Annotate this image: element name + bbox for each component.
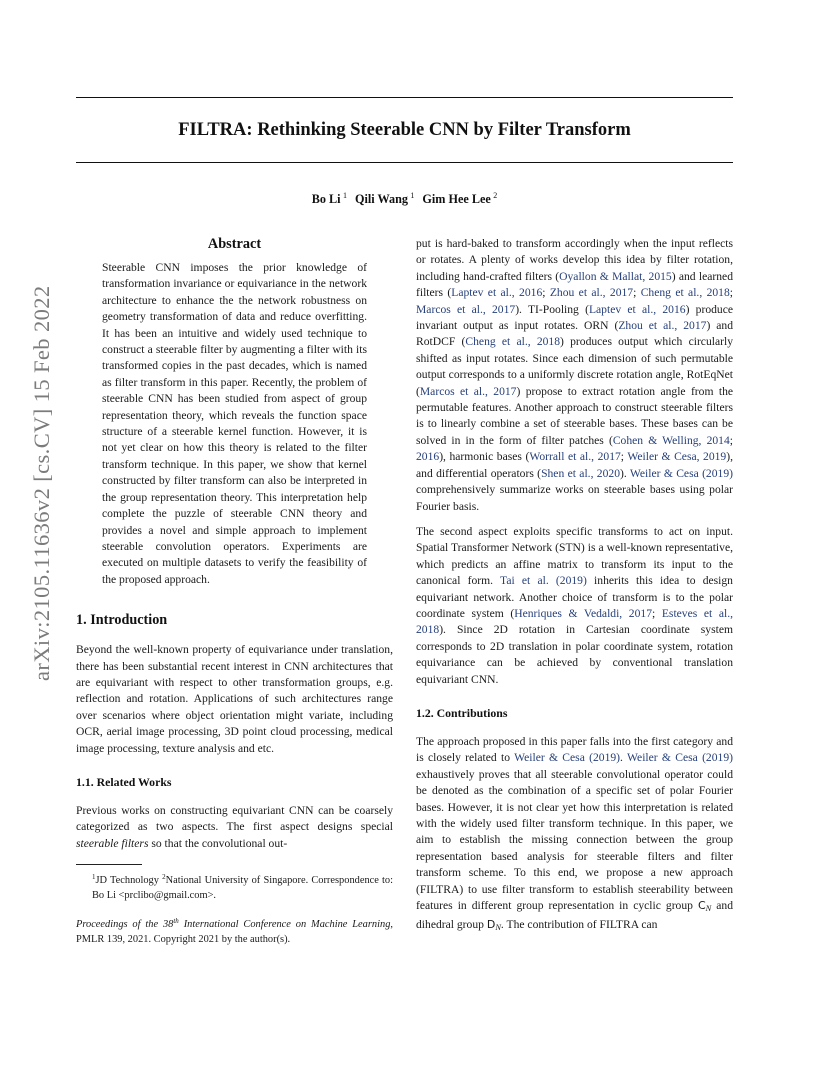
group-subscript: N bbox=[495, 923, 501, 933]
author-name: Qili Wang bbox=[355, 192, 408, 206]
cyclic-group-symbol: C bbox=[697, 899, 706, 913]
footnote-mark: 2 bbox=[162, 873, 166, 882]
citation-link[interactable]: Oyallon & Mallat, 2015 bbox=[559, 269, 672, 283]
citation-link[interactable]: Henriques & Vedaldi, 2017 bbox=[514, 606, 652, 620]
affiliation-2: National University of Singapore. Correspondence to: Bo Li <prclibo@gmail.com>. bbox=[92, 875, 394, 902]
intro-heading: 1. Introduction bbox=[76, 612, 168, 629]
text-run: Previous works on constructing equivariant CNN can be coarsely categorized as two aspects. The first aspect designs special bbox=[76, 803, 393, 834]
citation-link[interactable]: Weiler & Cesa (2019) bbox=[627, 751, 733, 765]
contributions-paragraph bbox=[416, 734, 733, 937]
affiliation-footnote bbox=[76, 870, 393, 903]
text-run: . bbox=[620, 751, 628, 765]
text-run: ) and learned filters ( bbox=[416, 269, 734, 300]
citation-link[interactable]: Weiler & Cesa (2019) bbox=[514, 751, 621, 765]
text-run: ) propose to extract rotation angle from the permutable features. Another approach to construct steerable filters is to linearly combine a set of steerable bases. These bases can be solved in in the form of filter patches ( bbox=[416, 384, 734, 447]
text-run: ), harmonic bases ( bbox=[439, 450, 530, 464]
text-run: ) produces output which circularly shifted as input rotates. Since each dimension of such permutable output corresponds to a uniformly discrete rotation angle, RotEqNet ( bbox=[416, 335, 733, 398]
second-aspect-paragraph: The second aspect exploits specific transforms to act on input. Spatial Transformer Network (STN) is a well-known representative, which predicts an affine matrix to transform its input to the canonical form. Tai et al. (2019) inherits this idea to design equivariant network. Another choice of transform is to the polar coordinate system (Henriques & Vedaldi, 2017; Esteves et al., 2018). Since 2D rotation in Cartesian coordinate system corresponds to 2D translation in polar coordinate system, rotation equivariance can be achieved by conventional translation equivariant CNN. bbox=[416, 524, 734, 686]
text-run: ). TI-Pooling ( bbox=[515, 302, 589, 316]
text-run: The second aspect exploits specific transforms to act on input. Spatial Transformer Network (STN) is a well-known representative, which predicts an affine matrix to transform its input to the canonical form. bbox=[416, 524, 733, 588]
text-run: exhaustively proves that all steerable convolutional operator could be denoted as the combination of a specific set of polar Fourier bases. However, it is not clear yet how this interpretation is related with the widely used filter transform technique. In this paper, we aim to establish the missing connection between the group representation based analysis for steerable filters and filter transform scheme. To this end, we propose a new approach (FILTRA) to use filter transform to establish steerability between features in different group representation in cyclic group bbox=[416, 767, 733, 913]
citation-link[interactable]: Laptev et al., 2016 bbox=[588, 302, 686, 316]
citation-link[interactable]: Cheng et al., 2018 bbox=[465, 335, 561, 349]
text-run: comprehensively summarize works on steerable bases using polar Fourier basis. bbox=[416, 483, 733, 513]
abstract-heading: Abstract bbox=[207, 236, 262, 252]
related-works-continuation: put is hard-baked to transform accordingly when the input reflects or rotates. A plenty of works develop this idea by filter rotation, including hand-crafted filters (Oyallon & Mallat, 2015) and learned filters (Laptev et al., 2016; Zhou et al., 2017; Cheng et al., 2018; Marcos et al., 2017). TI-Pooling (Laptev et al., 2016) produce invariant output as input rotates. ORN (Zhou et al., 2017) and RotDCF (Cheng et al., 2018) produces output which circularly shifted as input rotates. Since each dimension of such permutable output corresponds to a uniformly discrete rotation angle, RotEqNet (Marcos et al., 2017) propose to extract rotation angle from the permutable features. Another approach to construct steerable filters is to linearly combine a set of steerable bases. These bases can be solved in in the form of filter patches (Cohen & Welling, 2014; 2016), harmonic bases (Worrall et al., 2017; Weiler & Cesa, 2019), and differential operators (Shen et al., 2020). Weiler & Cesa (2019) comprehensively summarize works on steerable bases using polar Fourier basis. bbox=[416, 237, 734, 513]
proceedings-venue: Proceedings of the 38 bbox=[76, 919, 174, 931]
affiliation-1: JD Technology bbox=[95, 875, 163, 887]
copyright-text: , PMLR 139, 2021. Copyright 2021 by the author(s). bbox=[76, 919, 393, 946]
text-run: so that the convolutional out- bbox=[148, 836, 288, 850]
emphasis-text: steerable filters bbox=[76, 836, 149, 850]
text-run: ). Since 2D rotation in Cartesian coordinate system corresponds to 2D translation in polar coordinate system, rotation equivariance can be achieved by conventional translation equivariant CNN. bbox=[416, 623, 733, 686]
proceedings-note bbox=[76, 914, 393, 947]
text-run: inherits this idea to design equivariant network. Another choice of transform is to the polar coordinate system ( bbox=[416, 574, 733, 620]
citation-link[interactable]: Weiler & Cesa, 2019 bbox=[627, 450, 727, 464]
author-affil: 1 bbox=[410, 191, 415, 200]
footnote-mark: 1 bbox=[92, 873, 96, 882]
ordinal-sup: th bbox=[173, 917, 179, 926]
text-run: ) and RotDCF ( bbox=[416, 319, 734, 349]
text-run: ). bbox=[620, 466, 630, 480]
citation-link[interactable]: Weiler & Cesa (2019) bbox=[629, 466, 733, 480]
text-run: . The contribution of FILTRA can bbox=[500, 918, 658, 932]
related-works-paragraph bbox=[76, 803, 393, 852]
abstract-text: Steerable CNN imposes the prior knowledge of transformation invariance or equivariance in the network architecture to enhance the the network robustness on geometry transformation of data and reduce overfitting. It has been an intuitive and widely used technique to construct a steerable filter by augmenting a filter with its transformed copies in the past decades, which is named as filter transform in this paper. Recently, the problem of steerable CNN has been studied from aspect of group representation theory, which reveals the function space structure of a steerable kernel function. However, it is not yet clear on how this theory is related to the filter transform technique. In this paper, we show that kernel constructed by filter transform can also be interpreted in the group representation theory. This interpretation help complete the puzzle of steerable CNN theory and provides a novel and simple approach to implement steerable convolution operators. Experiments are executed on multiple datasets to verify the feasibility of the proposed approach. bbox=[102, 261, 367, 586]
title-bottom-rule bbox=[76, 162, 733, 163]
citation-link[interactable]: Shen et al., 2020 bbox=[541, 466, 620, 480]
paper-title: FILTRA: Rethinking Steerable CNN by Filter Transform bbox=[178, 120, 631, 140]
citation-link[interactable]: Cohen & Welling, 2014 bbox=[612, 433, 730, 447]
contributions-heading: 1.2. Contributions bbox=[416, 705, 508, 720]
author-name: Bo Li bbox=[311, 192, 341, 206]
author-list bbox=[76, 191, 733, 207]
citation-link[interactable]: Tai et al. (2019) bbox=[500, 574, 587, 588]
text-run: and dihedral group bbox=[416, 899, 734, 932]
citation-link[interactable]: Esteves et al., 2018 bbox=[416, 606, 734, 637]
citation-link[interactable]: Worrall et al., 2017 bbox=[529, 450, 621, 464]
citation-link[interactable]: Cheng et al., 2018 bbox=[640, 286, 730, 300]
arxiv-stamp[interactable]: arXiv:2105.11636v2 [cs.CV] 15 Feb 2022 bbox=[29, 285, 54, 681]
text-run: put is hard-baked to transform accordingly when the input reflects or rotates. A plenty of works develop this idea by filter rotation, including hand-crafted filters ( bbox=[416, 237, 733, 283]
right-column bbox=[416, 236, 733, 937]
author-affil: 1 bbox=[343, 191, 348, 200]
proceedings-venue: International Conference on Machine Learning bbox=[178, 919, 391, 931]
title-top-rule bbox=[76, 97, 733, 98]
citation-link[interactable]: Marcos et al., 2017 bbox=[416, 302, 516, 316]
author-name: Gim Hee Lee bbox=[422, 192, 491, 206]
text-run: ), and differential operators ( bbox=[416, 450, 733, 480]
citation-link[interactable]: Zhou et al., 2017 bbox=[618, 319, 707, 333]
text-run: ) produce invariant output as input rotates. ORN ( bbox=[416, 302, 733, 333]
dihedral-group-symbol: D bbox=[486, 918, 496, 932]
author-affil: 2 bbox=[493, 191, 498, 200]
text-run: The approach proposed in this paper falls into the first category and is closely related to bbox=[416, 734, 733, 765]
citation-link[interactable]: Laptev et al., 2016 bbox=[451, 286, 543, 300]
citation-link[interactable]: 2016 bbox=[416, 450, 440, 464]
group-subscript: N bbox=[705, 904, 712, 914]
citation-link[interactable]: Marcos et al., 2017 bbox=[419, 384, 517, 398]
citation-link[interactable]: Zhou et al., 2017 bbox=[549, 286, 634, 300]
left-column bbox=[76, 236, 393, 958]
related-works-heading: 1.1. Related Works bbox=[76, 774, 172, 789]
intro-text: Beyond the well-known property of equivariance under translation, there has been substantial recent interest in CNN architectures that are equivariant with respect to other transformation groups, e.g. reflection and rotation. Applications of such architectures range over scenarios where object orientation might variate, including OCR, aerial image processing, 3D point cloud processing, medical image processing, texture analysis and etc. bbox=[76, 643, 393, 755]
footnote-rule bbox=[76, 864, 142, 865]
